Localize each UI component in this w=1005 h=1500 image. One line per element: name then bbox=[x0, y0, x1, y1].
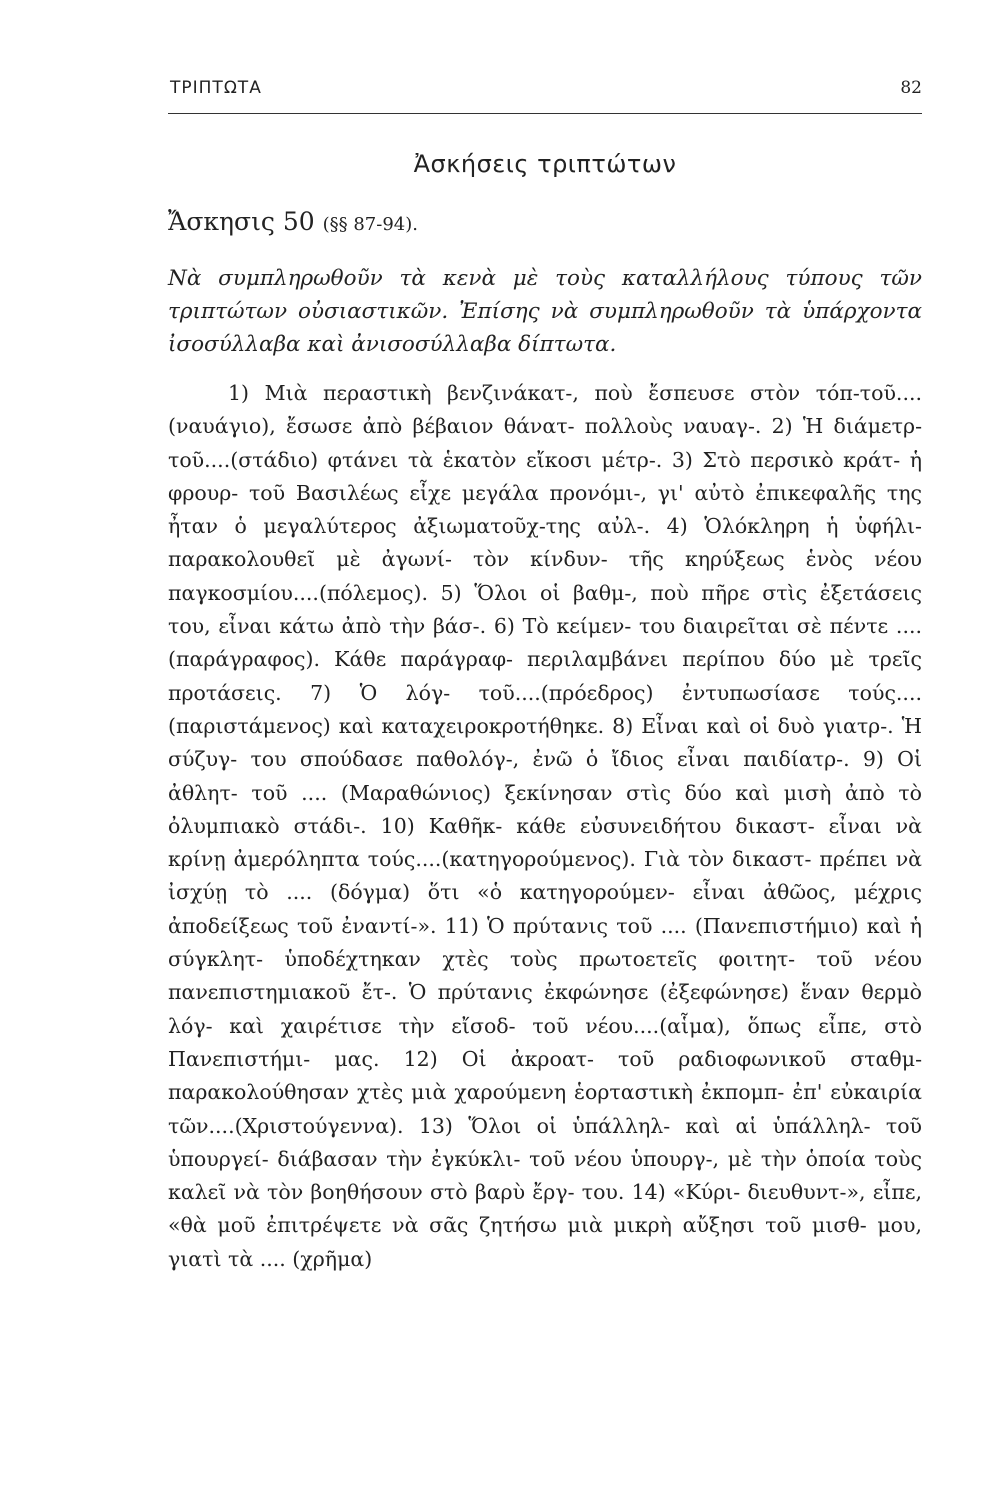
running-title: ΤΡΙΠΤΩΤΑ bbox=[170, 78, 262, 98]
exercise-instruction: Νὰ συμπληρωθοῦν τὰ κενὰ μὲ τοὺς καταλλήλους τύπους τῶν τριπτώτων οὐσιαστικῶν. Ἐπίσης νὰ συμπληρωθοῦν τὰ ὑπάρχοντα ἰσοσύλλαβα καὶ ἀνισοσύλλαβα δίπτωτα. bbox=[168, 266, 922, 357]
exercise-title: Ἄσκησις 50 bbox=[168, 207, 315, 236]
header-rule bbox=[168, 113, 922, 114]
running-head bbox=[170, 78, 922, 104]
section-title: Ἀσκήσεις τριπτώτων bbox=[413, 150, 677, 178]
page-number: 82 bbox=[900, 78, 922, 98]
exercise-reference: (§§ 87-94). bbox=[322, 214, 418, 235]
exercise-body bbox=[168, 377, 922, 1276]
exercise-heading bbox=[168, 207, 418, 236]
exercise-paragraph: 1) Μιὰ περαστικὴ βενζινάκατ-, ποὺ ἔσπευσε στὸν τόπ-τοῦ....(ναυάγιο), ἔσωσε ἀπὸ βέβαιον θάνατ- πολλοὺς ναυαγ-. 2) Ἡ διάμετρ- τοῦ....(στάδιο) φτάνει τὰ ἑκατὸν εἴκοσι μέτρ-. 3) Στὸ περσικὸ κράτ- ἡ φρουρ- τοῦ Βασιλέως εἶχε μεγάλα προνόμι-, γι' αὐτὸ ἐπικεφαλῆς της ἦταν ὁ μεγαλύτερος ἀξιωματοῦχ-της αὐλ-. 4) Ὁλόκληρη ἡ ὑφήλι- παρακολουθεῖ μὲ ἀγωνί- τὸν κίνδυν- τῆς κηρύξεως ἑνὸς νέου παγκοσμίου....(πόλεμος). 5) Ὅλοι οἱ βαθμ-, ποὺ πῆρε στὶς ἐξετάσεις του, εἶναι κάτω ἀπὸ τὴν βάσ-. 6) Τὸ κείμεν- του διαιρεῖται σὲ πέντε .... (παράγραφος). Κάθε παράγραφ- περιλαμβάνει περίπου δύο μὲ τρεῖς προτάσεις. 7) Ὁ λόγ- τοῦ....(πρόεδρος) ἐντυπωσίασε τούς.... (παριστάμενος) καὶ καταχειροκροτήθηκε. 8) Εἶναι καὶ οἱ δυὸ γιατρ-. Ἡ σύζυγ- του σπούδασε παθολόγ-, ἐνῶ ὁ ἴδιος εἶναι παιδίατρ-. 9) Οἱ ἀθλητ- τοῦ .... (Μαραθώνιος) ξεκίνησαν στὶς δύο καὶ μισὴ ἀπὸ τὸ ὀλυμπιακὸ στάδι-. 10) Καθῆκ- κάθε εὐσυνειδήτου δικαστ- εἶναι νὰ κρίνῃ ἀμερόληπτα τούς....(κατηγορούμενος). Γιὰ τὸν δικαστ- πρέπει νὰ ἰσχύῃ τὸ .... (δόγμα) ὅτι «ὁ κατηγορούμεν- εἶναι ἀθῶος, μέχρις ἀποδείξεως τοῦ ἐναντί-». 11) Ὁ πρύτανις τοῦ .... (Πανεπιστήμιο) καὶ ἡ σύγκλητ- ὑποδέχτηκαν χτὲς τοὺς πρωτοετεῖς φοιτητ- τοῦ νέου πανεπιστημιακοῦ ἔτ-. Ὁ πρύτανις ἐκφώνησε (ἐξεφώνησε) ἕναν θερμὸ λόγ- καὶ χαιρέτισε τὴν εἴσοδ- τοῦ νέου....(αἷμα), ὅπως εἶπε, στὸ Πανεπιστήμι- μας. 12) Οἱ ἀκροατ- τοῦ ραδιοφωνικοῦ σταθμ- παρακολούθησαν χτὲς μιὰ χαρούμενη ἑορταστικὴ ἐκπομπ- ἐπ' εὐκαιρία τῶν....(Χριστούγεννα). 13) Ὅλοι οἱ ὑπάλληλ- καὶ αἱ ὑπάλληλ- τοῦ ὑπουργεί- διάβασαν τὴν ἐγκύκλι- τοῦ νέου ὑπουργ-, μὲ τὴν ὁποία τοὺς καλεῖ νὰ τὸν βοηθήσουν στὸ βαρὺ ἔργ- του. 14) «Κύρι- διευθυντ-», εἶπε, «θὰ μοῦ ἐπιτρέψετε νὰ σᾶς ζητήσω μιὰ μικρὴ αὔξησι τοῦ μισθ- μου, γιατὶ τὰ .... (χρῆμα) bbox=[168, 381, 922, 1271]
